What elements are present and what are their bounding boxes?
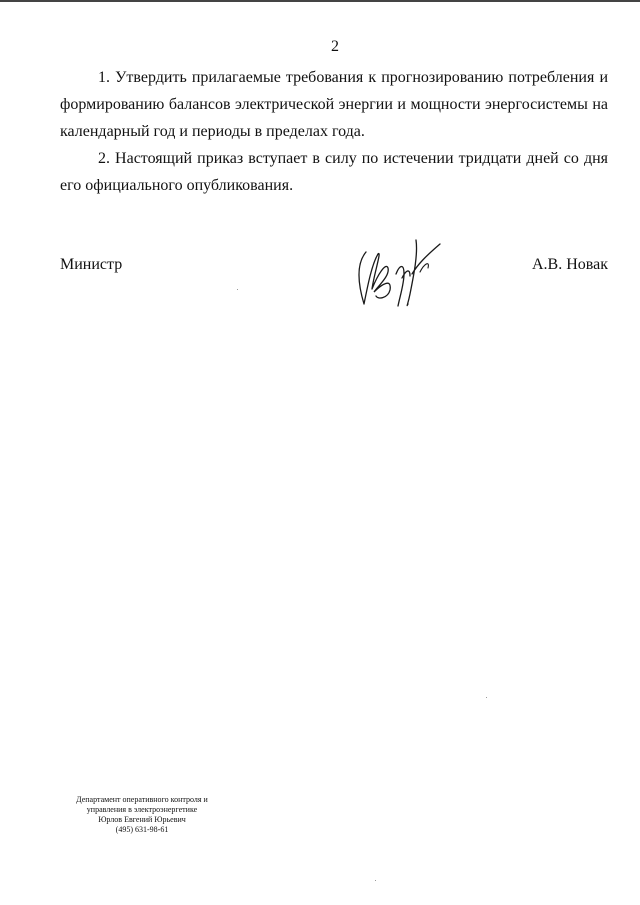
paragraph-1: 1. Утвердить прилагаемые требования к прогнозированию потребления и формированию балансов электрической энергии и мощности энергосистемы на календарный год и периоды в пределах года.: [60, 69, 608, 140]
paragraph-2: 2. Настоящий приказ вступает в силу по истечении тридцати дней со дня его официального опубликования.: [60, 150, 608, 194]
document-body: [60, 64, 608, 199]
signature-block: [60, 252, 608, 312]
page-number: 2: [331, 38, 339, 55]
executor-phone: (495) 631-98-61: [115, 825, 169, 834]
signatory-role: Министр: [60, 256, 123, 273]
executor-department-line2: управления в электроэнергетике: [86, 805, 198, 814]
executor-name: Юрлов Евгений Юрьевич: [98, 815, 186, 824]
executor-department-line1: Департамент оперативного контроля и: [76, 795, 208, 804]
scan-top-edge: [0, 0, 640, 2]
signatory-name: А.В. Новак: [532, 256, 608, 273]
handwritten-signature: [348, 234, 458, 314]
scan-speck: [375, 880, 376, 881]
scan-speck: [486, 697, 487, 698]
scan-speck: [237, 289, 238, 290]
executor-note: [62, 795, 222, 835]
